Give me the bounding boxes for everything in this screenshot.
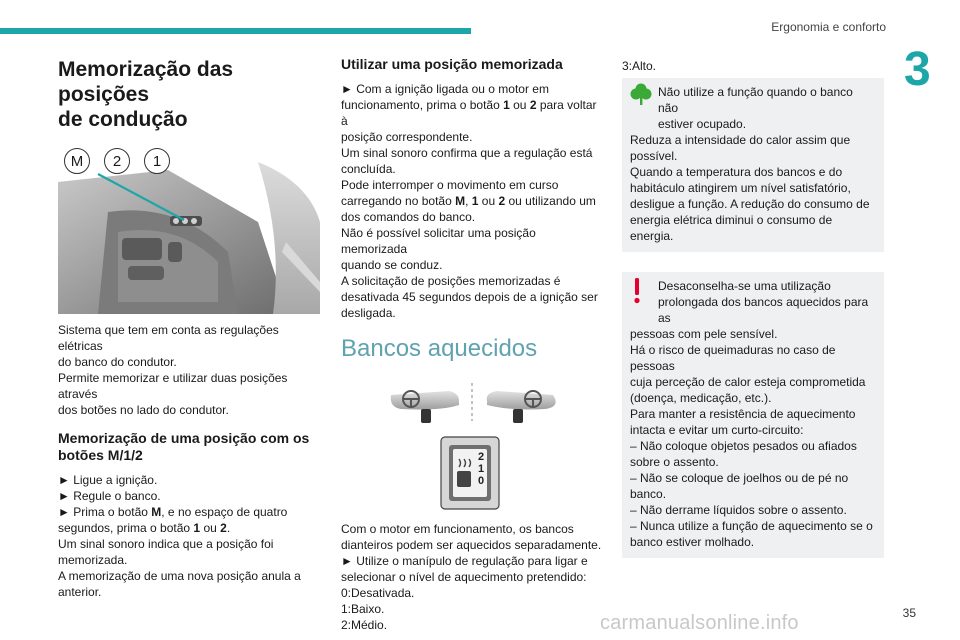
text-line: Quando a temperatura dos bancos e do [630, 165, 843, 179]
step-line: , e no espaço de quatro [161, 505, 288, 519]
text-line: Permite memorizar e utilizar duas posições através [58, 371, 288, 401]
title-line: de condução [58, 108, 188, 131]
heat-dial-scale [472, 451, 490, 487]
leaf-icon [630, 82, 652, 111]
text-line: – Não derrame líquidos sobre o assento. [630, 503, 847, 517]
text-line: , [465, 194, 472, 208]
text-line: Há o risco de queimaduras no caso de pessoas [630, 343, 836, 373]
dial-level-label: 2 [477, 451, 485, 463]
column-memory [58, 50, 320, 600]
column-use-heated [341, 50, 603, 633]
text-line: energia elétrica diminui o consumo de energia. [630, 213, 833, 243]
text-line: cuja perceção de calor esteja comprometida [630, 375, 866, 389]
memorize-subtitle [58, 430, 320, 464]
text-line: Um sinal sonoro confirma que a regulação está [341, 146, 593, 160]
section-title: Ergonomia e conforto [771, 20, 886, 34]
text-line: A solicitação de posições memorizadas é [341, 274, 561, 288]
text-line: banco. [630, 487, 667, 501]
text-line: Para manter a resistência de aquecimento [630, 407, 856, 421]
watermark: carmanualsonline.info [600, 612, 799, 634]
warning-notice [622, 272, 884, 558]
text-line: desligada. [341, 306, 396, 320]
step-line: . [226, 521, 231, 535]
text-line: carregando no botão [341, 194, 456, 208]
eco-notice-body [630, 132, 876, 244]
text-line: quando se conduz. [341, 258, 443, 272]
dial-level-label: 1 [477, 463, 485, 475]
button-ref: 2 [498, 194, 506, 208]
button-ref: M [151, 505, 162, 519]
text-line: ou [478, 194, 499, 208]
text-line: estiver ocupado. [658, 117, 747, 131]
memorize-steps [58, 472, 320, 600]
text-line: Não utilize a função quando o banco não [658, 85, 853, 115]
text-line: habitáculo atingirem um nível satisfatório, [630, 181, 851, 195]
text-line: – Não coloque objetos pesados ou afiados [630, 439, 857, 453]
text-line: Pode interromper o movimento em curso [341, 178, 559, 192]
button-ref: 1 [471, 194, 479, 208]
text-line: Não é possível solicitar uma posição memorizada [341, 226, 536, 256]
use-subtitle: Utilizar uma posição memorizada [341, 56, 563, 72]
text-line: dos botões no lado do condutor. [58, 403, 229, 417]
step-line: ► Regule o banco. [58, 489, 161, 503]
header-accent-bar [0, 28, 471, 34]
memory-button-legend [64, 148, 170, 174]
eco-notice-lead [630, 84, 876, 132]
text-line: anterior. [58, 585, 102, 599]
use-paragraph [341, 81, 603, 321]
level-3-text: 3:Alto. [622, 59, 657, 73]
text-line: Desaconselha-se uma utilização [658, 279, 831, 293]
text-line: dos comandos do banco. [341, 210, 476, 224]
dial-level-label: 0 [477, 475, 485, 487]
warning-notice-lead [630, 278, 876, 326]
text-line: Reduza a intensidade do calor assim que [630, 133, 851, 147]
exclamation-icon [632, 278, 642, 309]
memory-1-icon: 1 [144, 148, 170, 174]
text-line: selecionar o nível de aquecimento pretendido: [341, 570, 587, 584]
title-line: Memorização das posições [58, 58, 234, 106]
page-title [58, 57, 320, 132]
text-line: posição correspondente. [341, 130, 473, 144]
text-line: (doença, medicação, etc.). [630, 391, 772, 405]
button-ref: M [455, 194, 466, 208]
step-line: ► Ligue a ignição. [58, 473, 158, 487]
heated-seats-figure [341, 381, 603, 511]
text-line: ou utilizando um [505, 194, 596, 208]
memory-m-icon: M [64, 148, 90, 174]
text-line: ► Com a ignição ligada ou o motor em [341, 82, 549, 96]
text-line: 1:Baixo. [341, 602, 385, 616]
text-line: intacta e evitar um curto-circuito: [630, 423, 804, 437]
button-ref: 1 [193, 521, 201, 535]
text-line: Sistema que tem em conta as regulações elétricas [58, 323, 279, 353]
text-line: concluída. [341, 162, 396, 176]
text-line: ► Utilize o manípulo de regulação para ligar e [341, 554, 588, 568]
button-ref: 2 [220, 521, 227, 535]
text-line: do banco do condutor. [58, 355, 177, 369]
step-line: ► Prima o botão [58, 505, 152, 519]
text-line: – Nunca utilize a função de aquecimento se o [630, 519, 873, 533]
page-number: 35 [902, 606, 916, 620]
button-ref: 1 [503, 98, 510, 112]
text-line: 0:Desativada. [341, 586, 415, 600]
heated-seat-controls-illustration [341, 381, 603, 511]
step-line: segundos, prima o botão [58, 521, 194, 535]
chapter-number: 3 [904, 43, 931, 96]
column-notices [622, 50, 884, 558]
text-line: possível. [630, 149, 678, 163]
text-line: prolongada dos bancos aquecidos para as [658, 295, 869, 325]
text-line: Com o motor em funcionamento, os bancos [341, 522, 574, 536]
text-line: Um sinal sonoro indica que a posição foi [58, 537, 274, 551]
text-line: para voltar à [341, 98, 597, 128]
text-line: banco estiver molhado. [630, 535, 755, 549]
text-line: pessoas com pele sensível. [630, 327, 778, 341]
text-line: A memorização de uma nova posição anula a [58, 569, 301, 583]
text-line: dianteiros podem ser aquecidos separadamente. [341, 538, 602, 552]
button-ref: 2 [529, 98, 537, 112]
text-line: desativada 45 segundos depois de a ignição ser [341, 290, 598, 304]
warning-notice-body [630, 326, 876, 550]
memory-2-icon: 2 [104, 148, 130, 174]
text-line: 2:Médio. [341, 618, 388, 632]
text-line: – Não se coloque de joelhos ou de pé no [630, 471, 849, 485]
seat-memory-figure [58, 142, 320, 314]
text-line: funcionamento, prima o botão [341, 98, 504, 112]
heated-seats-title: Bancos aquecidos [341, 335, 538, 362]
text-line: memorizada. [58, 553, 128, 567]
subtitle-line: botões M/1/2 [58, 447, 143, 463]
intro-paragraph [58, 322, 320, 418]
text-line: ou [509, 98, 530, 112]
text-line: desligue a função. A redução do consumo de [630, 197, 870, 211]
text-line: sobre o assento. [630, 455, 719, 469]
eco-notice [622, 78, 884, 252]
step-line: ou [200, 521, 221, 535]
heated-paragraph [341, 521, 603, 633]
subtitle-line: Memorização de uma posição com os [58, 430, 310, 446]
